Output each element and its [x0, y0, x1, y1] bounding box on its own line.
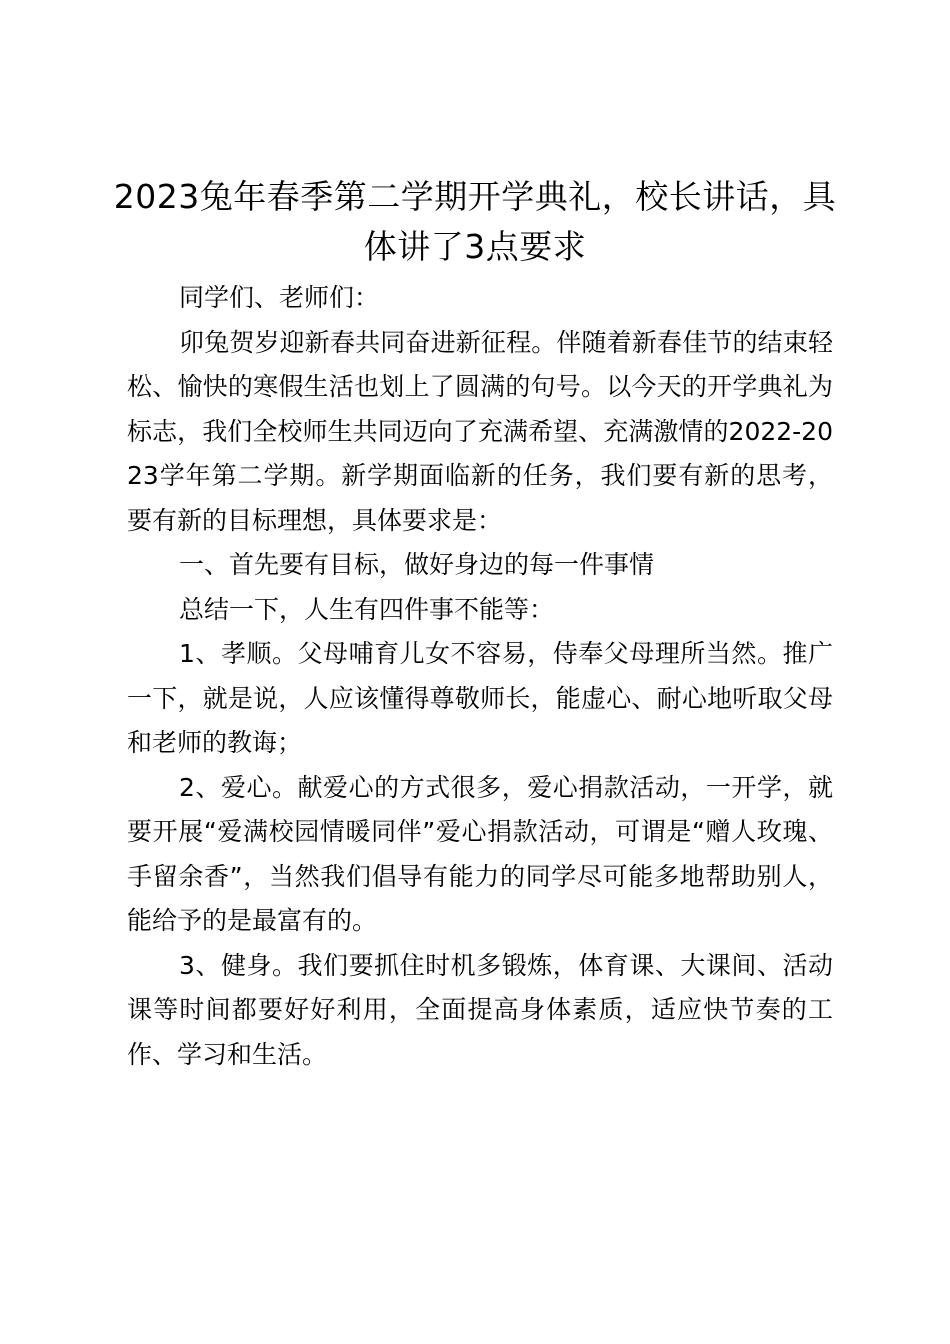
list-item-filial-piety: 1、孝顺。父母哺育儿女不容易，侍奉父母理所当然。推广一下，就是说，人应该懂得尊敬师长，能虚心、耐心地听取父母和老师的教诲；	[127, 639, 833, 757]
document-title: 2023兔年春季第二学期开学典礼，校长讲话，具体讲了3点要求	[113, 177, 837, 266]
paragraph-intro: 卯兔贺岁迎新春共同奋进新征程。伴随着新春佳节的结束轻松、愉快的寒假生活也划上了圆满的句号。以今天的开学典礼为标志，我们全校师生共同迈向了充满希望、充满激情的2022-2023学年第二学期。新学期面临新的任务，我们要有新的思考，要有新的目标理想，具体要求是：	[127, 327, 833, 535]
salutation: 同学们、老师们：	[179, 283, 380, 312]
list-item-kindness: 2、爱心。献爱心的方式很多，爱心捐款活动，一开学，就要开展“爱满校园情暖同伴”爱心捐款活动，可谓是“赠人玫瑰、手留余香”，当然我们倡导有能力的同学尽可能多地帮助别人，能给予的是最富有的。	[127, 772, 833, 935]
section-heading-1: 一、首先要有目标，做好身边的每一件事情	[179, 550, 655, 579]
paragraph-summary: 总结一下，人生有四件事不能等：	[179, 594, 555, 624]
list-item-fitness: 3、健身。我们要抓住时机多锻炼，体育课、大课间、活动课等时间都要好好利用，全面提高身体素质，适应快节奏的工作、学习和生活。	[127, 950, 833, 1069]
document-body	[127, 276, 833, 1077]
